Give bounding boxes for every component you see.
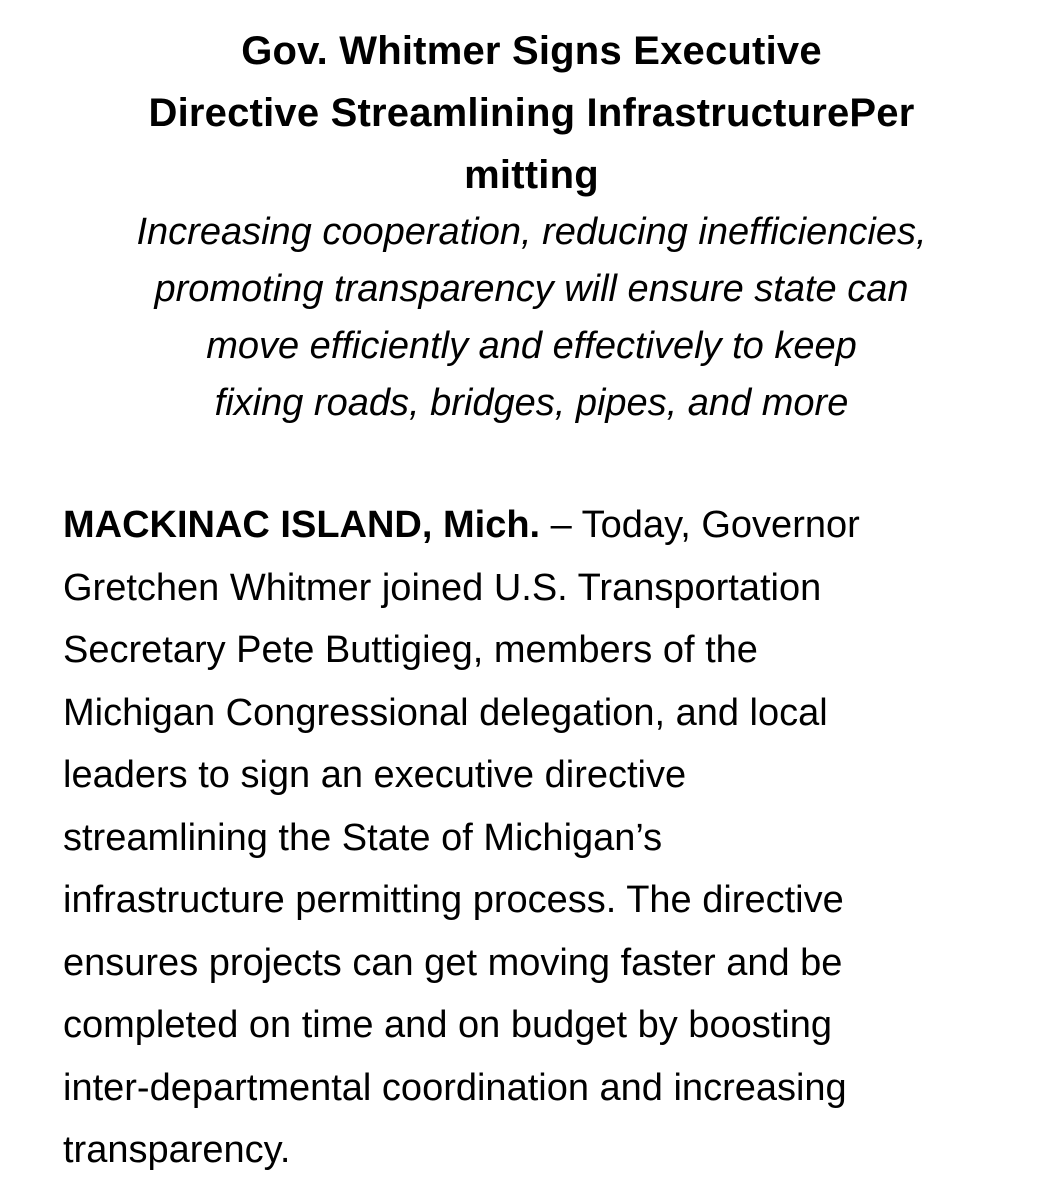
body-line: Michigan Congressional delegation, and local bbox=[63, 691, 828, 734]
body-line: completed on time and on budget by boosting bbox=[63, 1004, 832, 1046]
body-line: leaders to sign an executive directive bbox=[63, 754, 687, 796]
dateline: MACKINAC ISLAND, Mich. bbox=[63, 504, 541, 546]
subheadline-line: promoting transparency will ensure state can bbox=[154, 268, 909, 310]
subheadline bbox=[40, 204, 1023, 432]
subheadline-line: fixing roads, bridges, pipes, and more bbox=[214, 382, 849, 424]
headline-line: Directive Streamlining InfrastructurePer bbox=[148, 91, 915, 135]
body-line bbox=[63, 494, 1023, 557]
body-line: infrastructure permitting process. The directive bbox=[63, 879, 844, 921]
headline-line: Gov. Whitmer Signs Executive bbox=[241, 29, 822, 73]
body-line: ensures projects can get moving faster and be bbox=[63, 941, 843, 984]
body-line: streamlining the State of Michigan’s bbox=[63, 816, 663, 859]
body-line: transparency. bbox=[63, 1129, 291, 1171]
body-line: Secretary Pete Buttigieg, members of the bbox=[63, 629, 758, 671]
body-line: inter-departmental coordination and increasing bbox=[63, 1066, 847, 1109]
headline-line: mitting bbox=[464, 153, 599, 197]
body-line: Gretchen Whitmer joined U.S. Transportation bbox=[63, 566, 822, 609]
subheadline-line: Increasing cooperation, reducing inefficiencies, bbox=[136, 211, 927, 253]
body-paragraph bbox=[63, 494, 1023, 1182]
body-line-text: – Today, Governor bbox=[540, 504, 860, 546]
headline bbox=[40, 20, 1023, 206]
subheadline-line: move efficiently and effectively to keep bbox=[206, 325, 857, 367]
